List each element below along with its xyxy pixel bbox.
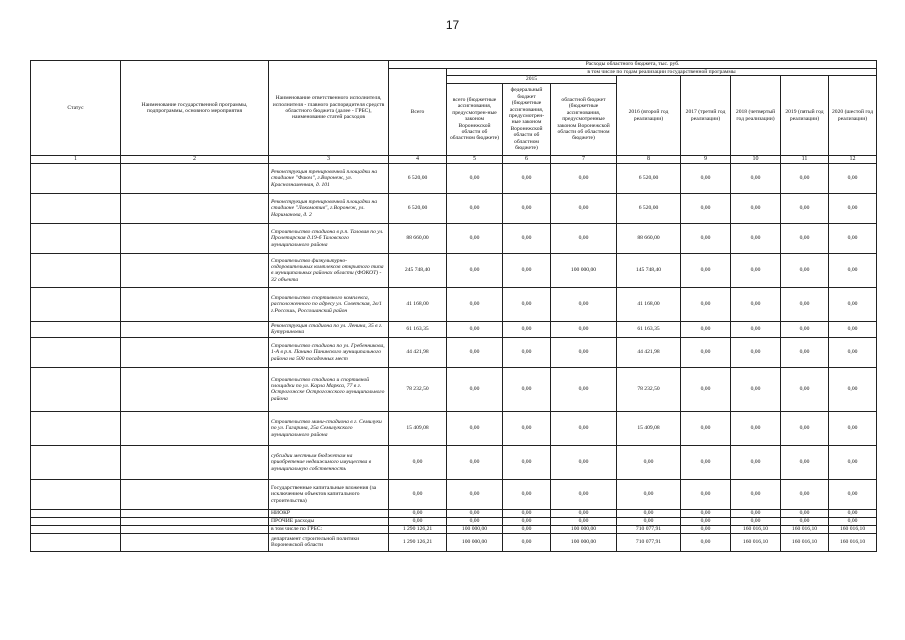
column-number-row <box>31 155 877 163</box>
value-cell-y2018: 0,00 <box>731 253 781 287</box>
column-number: 5 <box>447 155 503 163</box>
row-name: Строительство физкультурно-оздоровительных комплексов открытого типа в муниципальных районах области (ФОКОТ) - 32 объекта <box>269 253 389 287</box>
value-cell-y2019: 0,00 <box>781 509 829 517</box>
value-cell-c: 0,00 <box>551 223 617 253</box>
value-cell-a: 0,00 <box>447 517 503 525</box>
row-name: Государственные капитальные вложения (за исключением объектов капитального строительства) <box>269 479 389 509</box>
header-executor: Наименование ответственного исполнителя, исполнителя - главного распорядителя средств областного бюджета (далее - ГРБС), наименование статей расходов <box>269 61 389 156</box>
value-cell-y2018: 0,00 <box>731 509 781 517</box>
value-cell-y2020: 160 016,10 <box>829 525 877 533</box>
value-cell-b: 0,00 <box>503 479 551 509</box>
status-cell <box>31 337 121 367</box>
row-name: Строительство стадиона и спортивной площадки по ул. Карла Маркса, 77 в г. Острогожске Острогожского муниципального района <box>269 367 389 411</box>
value-cell-y2018: 0,00 <box>731 321 781 337</box>
value-cell-y2017: 0,00 <box>681 525 731 533</box>
column-number: 3 <box>269 155 389 163</box>
value-cell-c: 0,00 <box>551 193 617 223</box>
value-cell-y2016: 41 168,00 <box>617 287 681 321</box>
value-cell-y2019: 160 016,10 <box>781 533 829 551</box>
value-cell-y2017: 0,00 <box>681 533 731 551</box>
column-number: 1 <box>31 155 121 163</box>
program-cell <box>121 509 269 517</box>
column-number: 11 <box>781 155 829 163</box>
value-cell-total: 0,00 <box>389 517 447 525</box>
header-y2020: 2020 (шестой год реализации) <box>829 76 877 155</box>
value-cell-total: 41 168,00 <box>389 287 447 321</box>
value-cell-a: 0,00 <box>447 367 503 411</box>
value-cell-b: 0,00 <box>503 525 551 533</box>
table-row <box>31 509 877 517</box>
value-cell-y2016: 88 660,00 <box>617 223 681 253</box>
value-cell-y2020: 0,00 <box>829 287 877 321</box>
value-cell-a: 0,00 <box>447 287 503 321</box>
value-cell-y2018: 0,00 <box>731 517 781 525</box>
value-cell-y2018: 0,00 <box>731 287 781 321</box>
value-cell-a: 0,00 <box>447 337 503 367</box>
value-cell-y2020: 0,00 <box>829 163 877 193</box>
value-cell-total: 44 421,98 <box>389 337 447 367</box>
value-cell-y2016: 61 163,35 <box>617 321 681 337</box>
value-cell-b: 0,00 <box>503 367 551 411</box>
table-row <box>31 287 877 321</box>
status-cell <box>31 479 121 509</box>
value-cell-y2018: 0,00 <box>731 445 781 479</box>
program-cell <box>121 193 269 223</box>
row-name: Строительство стадиона в р.п. Таловая по ул. Пролетарская д.19-б Таловского муниципального района <box>269 223 389 253</box>
budget-table <box>30 60 877 552</box>
value-cell-a: 0,00 <box>447 193 503 223</box>
value-cell-y2020: 160 016,10 <box>829 533 877 551</box>
value-cell-y2019: 0,00 <box>781 337 829 367</box>
value-cell-y2019: 0,00 <box>781 367 829 411</box>
row-name: Реконструкция тренировочной площадки на стадионе "Факел", г.Воронеж, ул. Краснознаменная, д. 101 <box>269 163 389 193</box>
value-cell-c: 100 000,00 <box>551 253 617 287</box>
page-number: 17 <box>445 18 460 32</box>
value-cell-y2018: 160 016,10 <box>731 533 781 551</box>
row-name: ПРОЧИЕ расходы <box>269 517 389 525</box>
value-cell-a: 0,00 <box>447 509 503 517</box>
value-cell-y2016: 0,00 <box>617 479 681 509</box>
value-cell-y2017: 0,00 <box>681 253 731 287</box>
status-cell <box>31 509 121 517</box>
value-cell-c: 0,00 <box>551 163 617 193</box>
value-cell-y2019: 0,00 <box>781 193 829 223</box>
value-cell-y2018: 0,00 <box>731 193 781 223</box>
value-cell-c: 0,00 <box>551 367 617 411</box>
value-cell-a: 0,00 <box>447 479 503 509</box>
column-number: 7 <box>551 155 617 163</box>
column-number: 8 <box>617 155 681 163</box>
table-row <box>31 367 877 411</box>
value-cell-y2017: 0,00 <box>681 479 731 509</box>
header-y2019: 2019 (пятый год реализации) <box>781 76 829 155</box>
table-row <box>31 411 877 445</box>
column-number: 6 <box>503 155 551 163</box>
table-row <box>31 321 877 337</box>
value-cell-a: 0,00 <box>447 163 503 193</box>
value-cell-a: 0,00 <box>447 411 503 445</box>
value-cell-b: 0,00 <box>503 321 551 337</box>
value-cell-total: 1 290 126,21 <box>389 533 447 551</box>
value-cell-total: 245 748,40 <box>389 253 447 287</box>
program-cell <box>121 163 269 193</box>
value-cell-b: 0,00 <box>503 509 551 517</box>
table-row <box>31 223 877 253</box>
value-cell-y2018: 0,00 <box>731 163 781 193</box>
value-cell-y2017: 0,00 <box>681 445 731 479</box>
program-cell <box>121 223 269 253</box>
row-name: НИОКР <box>269 509 389 517</box>
value-cell-b: 0,00 <box>503 193 551 223</box>
value-cell-y2020: 0,00 <box>829 367 877 411</box>
status-cell <box>31 367 121 411</box>
value-cell-y2018: 160 016,10 <box>731 525 781 533</box>
row-name: в том числе по ГРБС: <box>269 525 389 533</box>
column-number: 2 <box>121 155 269 163</box>
row-name: департамент строительной политики Воронежской области <box>269 533 389 551</box>
value-cell-y2017: 0,00 <box>681 337 731 367</box>
value-cell-y2019: 0,00 <box>781 445 829 479</box>
program-cell <box>121 367 269 411</box>
value-cell-y2020: 0,00 <box>829 509 877 517</box>
value-cell-y2018: 0,00 <box>731 411 781 445</box>
column-number: 12 <box>829 155 877 163</box>
program-cell <box>121 337 269 367</box>
value-cell-y2020: 0,00 <box>829 253 877 287</box>
value-cell-b: 0,00 <box>503 533 551 551</box>
value-cell-y2019: 0,00 <box>781 517 829 525</box>
value-cell-y2019: 0,00 <box>781 321 829 337</box>
value-cell-y2020: 0,00 <box>829 223 877 253</box>
value-cell-b: 0,00 <box>503 253 551 287</box>
status-cell <box>31 525 121 533</box>
program-cell <box>121 479 269 509</box>
value-cell-y2017: 0,00 <box>681 163 731 193</box>
value-cell-y2019: 160 016,10 <box>781 525 829 533</box>
value-cell-y2019: 0,00 <box>781 163 829 193</box>
header-col-a: всего (бюджетные ассигнования, предусмотрен-ные законом Воронежской области об областном бюджете) <box>447 83 503 155</box>
status-cell <box>31 287 121 321</box>
table-row <box>31 163 877 193</box>
header-status: Статус <box>31 61 121 156</box>
value-cell-y2018: 0,00 <box>731 479 781 509</box>
value-cell-total: 78 232,50 <box>389 367 447 411</box>
value-cell-y2020: 0,00 <box>829 445 877 479</box>
row-name: Реконструкция стадиона по ул. Ленина, 35 в г. Бутурлиновка <box>269 321 389 337</box>
program-cell <box>121 533 269 551</box>
value-cell-y2016: 710 077,91 <box>617 533 681 551</box>
status-cell <box>31 411 121 445</box>
value-cell-y2016: 44 421,98 <box>617 337 681 367</box>
value-cell-y2016: 710 077,91 <box>617 525 681 533</box>
header-col-b: федеральный бюджет (бюджетные ассигнования, предусмотрен-ные законом Воронежской области об областном бюджете) <box>503 83 551 155</box>
program-cell <box>121 525 269 533</box>
value-cell-c: 0,00 <box>551 337 617 367</box>
value-cell-total: 0,00 <box>389 445 447 479</box>
program-cell <box>121 517 269 525</box>
header-expenses-title: Расходы областного бюджета, тыс. руб. <box>389 61 877 69</box>
header-program: Наименование государственной программы, подпрограммы, основного мероприятия <box>121 61 269 156</box>
program-cell <box>121 321 269 337</box>
value-cell-y2020: 0,00 <box>829 479 877 509</box>
value-cell-c: 0,00 <box>551 509 617 517</box>
row-name: Строительство спортивного комплекса, расположенного по адресу ул. Советская, 2в/1 г.Россошь, Россошанский район <box>269 287 389 321</box>
status-cell <box>31 533 121 551</box>
table-row <box>31 193 877 223</box>
value-cell-y2017: 0,00 <box>681 193 731 223</box>
value-cell-c: 0,00 <box>551 479 617 509</box>
column-number: 10 <box>731 155 781 163</box>
value-cell-b: 0,00 <box>503 223 551 253</box>
value-cell-a: 0,00 <box>447 223 503 253</box>
status-cell <box>31 193 121 223</box>
row-name: субсидии местным бюджетам на приобретение недвижимого имущества в муниципальную собственность <box>269 445 389 479</box>
value-cell-c: 0,00 <box>551 321 617 337</box>
value-cell-c: 100 000,00 <box>551 525 617 533</box>
value-cell-total: 61 163,35 <box>389 321 447 337</box>
value-cell-total: 1 290 126,21 <box>389 525 447 533</box>
value-cell-c: 0,00 <box>551 517 617 525</box>
column-number: 4 <box>389 155 447 163</box>
value-cell-b: 0,00 <box>503 337 551 367</box>
table-row <box>31 517 877 525</box>
value-cell-y2019: 0,00 <box>781 287 829 321</box>
value-cell-y2016: 145 748,40 <box>617 253 681 287</box>
program-cell <box>121 287 269 321</box>
value-cell-a: 0,00 <box>447 445 503 479</box>
value-cell-y2017: 0,00 <box>681 509 731 517</box>
program-cell <box>121 411 269 445</box>
program-cell <box>121 445 269 479</box>
value-cell-a: 100 000,00 <box>447 533 503 551</box>
header-total: Всего <box>389 69 447 156</box>
table-row <box>31 445 877 479</box>
header-col-c: областной бюджет (бюджетные ассигнования, предусмотренные законом Воронежской области об областном бюджете) <box>551 83 617 155</box>
value-cell-y2016: 0,00 <box>617 517 681 525</box>
value-cell-y2019: 0,00 <box>781 479 829 509</box>
value-cell-total: 0,00 <box>389 479 447 509</box>
value-cell-y2020: 0,00 <box>829 193 877 223</box>
value-cell-b: 0,00 <box>503 517 551 525</box>
value-cell-total: 0,00 <box>389 509 447 517</box>
status-cell <box>31 163 121 193</box>
value-cell-y2020: 0,00 <box>829 517 877 525</box>
value-cell-a: 100 000,00 <box>447 525 503 533</box>
value-cell-total: 6 520,00 <box>389 163 447 193</box>
value-cell-y2017: 0,00 <box>681 411 731 445</box>
value-cell-y2017: 0,00 <box>681 321 731 337</box>
status-cell <box>31 445 121 479</box>
value-cell-b: 0,00 <box>503 445 551 479</box>
value-cell-y2016: 78 232,50 <box>617 367 681 411</box>
value-cell-c: 100 000,00 <box>551 533 617 551</box>
header-y2016: 2016 (второй год реализации) <box>617 76 681 155</box>
value-cell-y2016: 15 409,08 <box>617 411 681 445</box>
value-cell-total: 15 409,08 <box>389 411 447 445</box>
value-cell-y2018: 0,00 <box>731 367 781 411</box>
row-name: Строительство мини-стадиона в г. Семилуки по ул. Гагарина, 25а Семилукского муниципального района <box>269 411 389 445</box>
value-cell-y2020: 0,00 <box>829 411 877 445</box>
value-cell-y2020: 0,00 <box>829 337 877 367</box>
column-number: 9 <box>681 155 731 163</box>
header-y2018: 2018 (четвертый год реализации) <box>731 76 781 155</box>
value-cell-a: 0,00 <box>447 321 503 337</box>
table-row <box>31 337 877 367</box>
value-cell-y2016: 6 520,00 <box>617 193 681 223</box>
row-name: Реконструкция тренировочной площадки на стадионе "Локомотив", г.Воронеж, ул. Нариманова, д. 2 <box>269 193 389 223</box>
table-row <box>31 479 877 509</box>
header-by-years: в том числе по годам реализации государственной программы <box>447 69 877 76</box>
value-cell-y2016: 0,00 <box>617 509 681 517</box>
value-cell-y2018: 0,00 <box>731 337 781 367</box>
status-cell <box>31 321 121 337</box>
value-cell-b: 0,00 <box>503 287 551 321</box>
header-y2017: 2017 (третий год реализации) <box>681 76 731 155</box>
value-cell-y2020: 0,00 <box>829 321 877 337</box>
value-cell-y2016: 0,00 <box>617 445 681 479</box>
value-cell-y2017: 0,00 <box>681 367 731 411</box>
value-cell-b: 0,00 <box>503 411 551 445</box>
value-cell-b: 0,00 <box>503 163 551 193</box>
value-cell-y2017: 0,00 <box>681 223 731 253</box>
status-cell <box>31 517 121 525</box>
value-cell-c: 0,00 <box>551 287 617 321</box>
value-cell-total: 6 520,00 <box>389 193 447 223</box>
value-cell-y2016: 6 520,00 <box>617 163 681 193</box>
value-cell-c: 0,00 <box>551 411 617 445</box>
table-row <box>31 533 877 551</box>
value-cell-y2019: 0,00 <box>781 411 829 445</box>
table-row <box>31 253 877 287</box>
value-cell-y2017: 0,00 <box>681 287 731 321</box>
status-cell <box>31 253 121 287</box>
value-cell-y2017: 0,00 <box>681 517 731 525</box>
header-year-2015: 2015 <box>447 76 617 83</box>
value-cell-y2018: 0,00 <box>731 223 781 253</box>
row-name: Строительство стадиона по ул. Гребенникова, 1-А в р.п. Панино Панинского муниципального района на 500 посадочных мест <box>269 337 389 367</box>
program-cell <box>121 253 269 287</box>
status-cell <box>31 223 121 253</box>
value-cell-a: 0,00 <box>447 253 503 287</box>
value-cell-c: 0,00 <box>551 445 617 479</box>
value-cell-y2019: 0,00 <box>781 223 829 253</box>
table-row <box>31 525 877 533</box>
value-cell-total: 88 660,00 <box>389 223 447 253</box>
value-cell-y2019: 0,00 <box>781 253 829 287</box>
